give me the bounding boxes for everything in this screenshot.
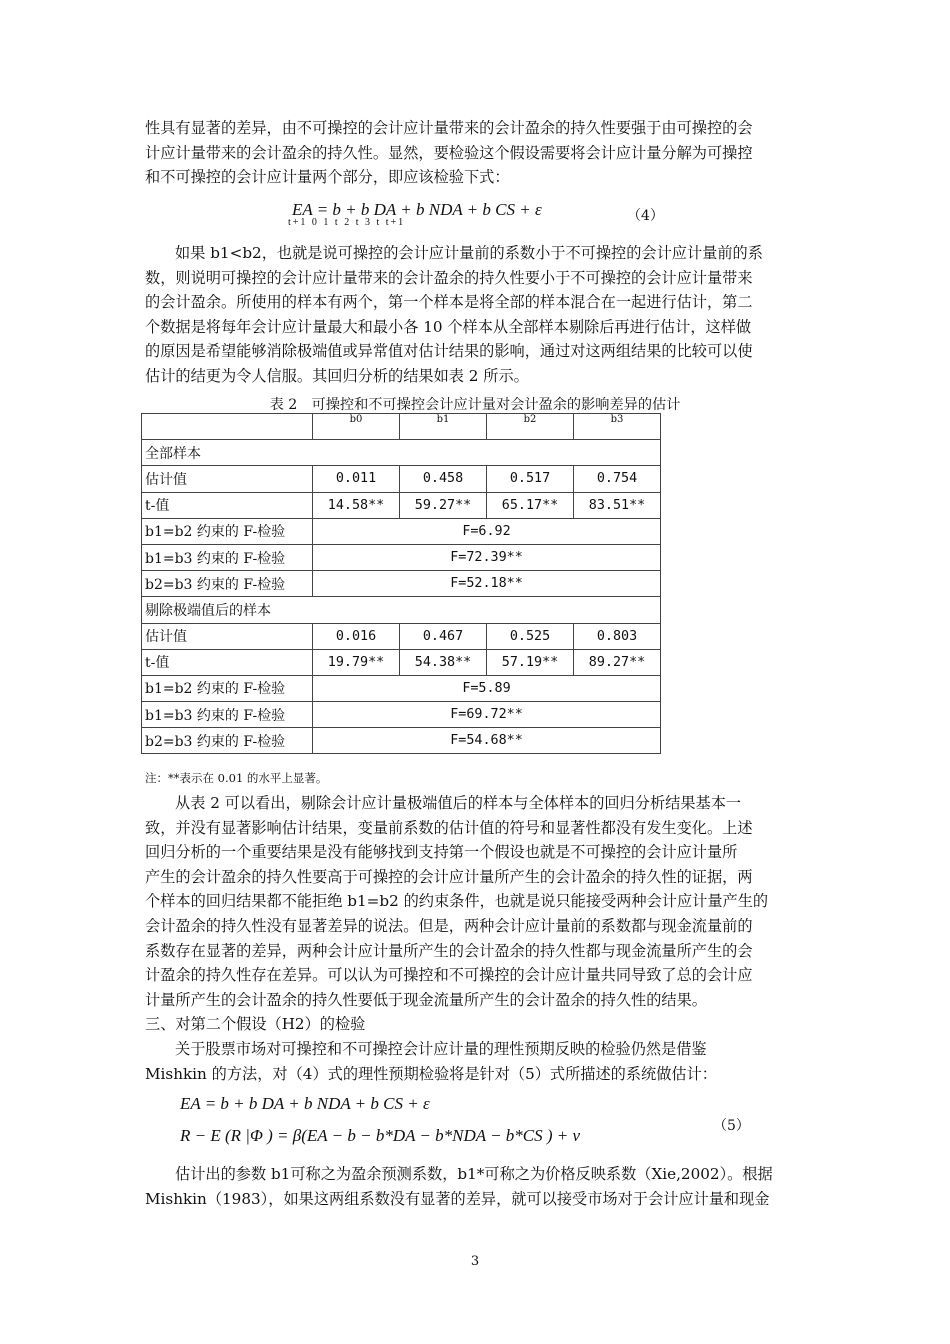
table-cell: F=54.68** <box>313 728 661 754</box>
text-line: 会计盈余的持久性没有显著差异的说法。但是，两种会计应计量前的系数都与现金流量前的 <box>145 916 753 935</box>
table-cell: 0.803 <box>574 623 661 649</box>
text-line: 和不可操控的会计应计量两个部分，即应该检验下式： <box>145 168 510 187</box>
paragraph-5 <box>145 1162 809 1211</box>
row-label: b1=b2 约束的 F-检验 <box>142 675 313 701</box>
table-header-row <box>142 414 661 440</box>
header-b1: b1 <box>400 414 487 440</box>
row-label: 估计值 <box>142 623 313 649</box>
row-label: 估计值 <box>142 466 313 492</box>
equation-4-number: （4） <box>627 208 664 224</box>
table-cell: F=69.72** <box>313 702 661 728</box>
text-line: 个数据是将每年会计应计量最大和最小各 10 个样本从全部样本剔除后再进行估计，这样做 <box>145 317 752 336</box>
row-label: b1=b3 约束的 F-检验 <box>142 702 313 728</box>
table-cell: 0.517 <box>487 466 574 492</box>
equation-4: EA = b + b DA + b NDA + b CS + ε <box>292 200 542 219</box>
table-cell: 0.467 <box>400 623 487 649</box>
text-line: 如果 b1<b2，也就是说可操控的会计应计量前的系数小于不可操控的会计应计量前的系 <box>175 244 763 262</box>
text-line: 从表 2 可以看出，剔除会计应计量极端值后的样本与全体样本的回归分析结果基本一 <box>175 794 742 812</box>
equation-5-line-2: R − E (R |Φ ) = β(EA − b − b*DA − b*NDA − b*CS ) + ν <box>180 1126 581 1145</box>
header-b2: b2 <box>487 414 574 440</box>
equation-4-subscripts: t+1 0 1 t 2 t 3 t t+1 <box>288 217 406 228</box>
section-heading: 三、对第二个假设（H2）的检验 <box>145 1015 366 1034</box>
table-cell: 0.016 <box>313 623 400 649</box>
row-label: t-值 <box>142 649 313 675</box>
table-row <box>142 649 661 675</box>
text-line: 系数存在显著的差异，两种会计应计量所产生的会计盈余的持久性都与现金流量所产生的会 <box>145 941 753 960</box>
row-label: t-值 <box>142 492 313 518</box>
paragraph-1 <box>145 116 809 190</box>
section-title: 全部样本 <box>142 440 661 466</box>
table-cell: 0.525 <box>487 623 574 649</box>
text-line: 估计出的参数 b1可称之为盈余预测系数，b1*可称之为价格反映系数（Xie,2002）。根据 <box>175 1165 773 1183</box>
table-cell: 19.79** <box>313 649 400 675</box>
table-cell: 0.458 <box>400 466 487 492</box>
header-empty-cell <box>142 414 313 440</box>
table-row <box>142 728 661 754</box>
table-cell: F=72.39** <box>313 544 661 570</box>
row-label: b1=b2 约束的 F-检验 <box>142 518 313 544</box>
table-row <box>142 702 661 728</box>
header-b3: b3 <box>574 414 661 440</box>
table-row <box>142 544 661 570</box>
table-caption: 表 2 可操控和不可操控会计应计量对会计盈余的影响差异的估计 <box>269 397 681 413</box>
table-cell: 57.19** <box>487 649 574 675</box>
table-row <box>142 623 661 649</box>
table-cell: F=5.89 <box>313 675 661 701</box>
table-row <box>142 675 661 701</box>
table-row <box>142 466 661 492</box>
text-line: 计量所产生的会计盈余的持久性要低于现金流量所产生的会计盈余的持久性的结果。 <box>145 990 707 1009</box>
text-line: 计盈余的持久性存在差异。可以认为可操控和不可操控的会计应计量共同导致了总的会计应 <box>145 966 753 985</box>
table-cell: 54.38** <box>400 649 487 675</box>
text-line: 数，则说明可操控的会计应计量带来的会计盈余的持久性要小于不可操控的会计应计量带来 <box>145 268 753 287</box>
table-cell: F=52.18** <box>313 571 661 597</box>
text-line: 计应计量带来的会计盈余的持久性。显然，要检验这个假设需要将会计应计量分解为可操控 <box>145 143 753 162</box>
text-line: 个样本的回归结果都不能拒绝 b1=b2 的约束条件，也就是说只能接受两种会计应计量产生的 <box>145 892 769 911</box>
table-cell: F=6.92 <box>313 518 661 544</box>
row-label: b1=b3 约束的 F-检验 <box>142 544 313 570</box>
text-line: 关于股票市场对可操控和不可操控会计应计量的理性预期反映的检验仍然是借鉴 <box>175 1040 707 1058</box>
row-label: b2=b3 约束的 F-检验 <box>142 571 313 597</box>
table-cell: 0.011 <box>313 466 400 492</box>
text-line: 估计的结更为令人信服。其回归分析的结果如表 2 所示。 <box>145 366 529 385</box>
text-line: 的原因是希望能够消除极端值或异常值对估计结果的影响，通过对这两组结果的比较可以使 <box>145 342 753 361</box>
table-row <box>142 518 661 544</box>
paragraph-3 <box>145 791 809 1037</box>
equation-5-line-1: EA = b + b DA + b NDA + b CS + ε <box>180 1094 430 1113</box>
row-label: b2=b3 约束的 F-检验 <box>142 728 313 754</box>
text-line: 回归分析的一个重要结果是没有能够找到支持第一个假设也就是不可操控的会计应计量所 <box>145 843 738 862</box>
text-line: 性具有显著的差异，由不可操控的会计应计量带来的会计盈余的持久性要强于由可操控的会 <box>145 119 753 137</box>
text-line: 产生的会计盈余的持久性要高于可操控的会计应计量所产生的会计盈余的持久性的证据，两 <box>145 867 753 886</box>
table-cell: 0.754 <box>574 466 661 492</box>
equation-5-number: （5） <box>713 1118 750 1134</box>
table-cell: 59.27** <box>400 492 487 518</box>
text-line: 致，并没有显著影响估计结果，变量前系数的估计值的符号和显著性都没有发生变化。上述 <box>145 818 753 837</box>
text-line: 的会计盈余。所使用的样本有两个，第一个样本是将全部的样本混合在一起进行估计，第二 <box>145 293 753 312</box>
paragraph-4 <box>145 1037 809 1086</box>
section-title-row <box>142 597 661 623</box>
page-number: 3 <box>470 1254 480 1269</box>
section-title: 剔除极端值后的样本 <box>142 597 661 623</box>
table-cell: 14.58** <box>313 492 400 518</box>
text-line: Mishkin（1983），如果这两组系数没有显著的差异，就可以接受市场对于会计应计量和现金 <box>145 1189 770 1208</box>
section-title-row <box>142 440 661 466</box>
paragraph-2 <box>145 241 809 389</box>
table-row <box>142 571 661 597</box>
table-note: 注：**表示在 0.01 的水平上显著。 <box>145 771 328 785</box>
results-table <box>141 413 661 754</box>
table-cell: 83.51** <box>574 492 661 518</box>
header-b0: b0 <box>313 414 400 440</box>
table-row <box>142 492 661 518</box>
table-cell: 65.17** <box>487 492 574 518</box>
table-cell: 89.27** <box>574 649 661 675</box>
text-line: Mishkin 的方法，对（4）式的理性预期检验将是针对（5）式所描述的系统做估计： <box>145 1064 717 1083</box>
